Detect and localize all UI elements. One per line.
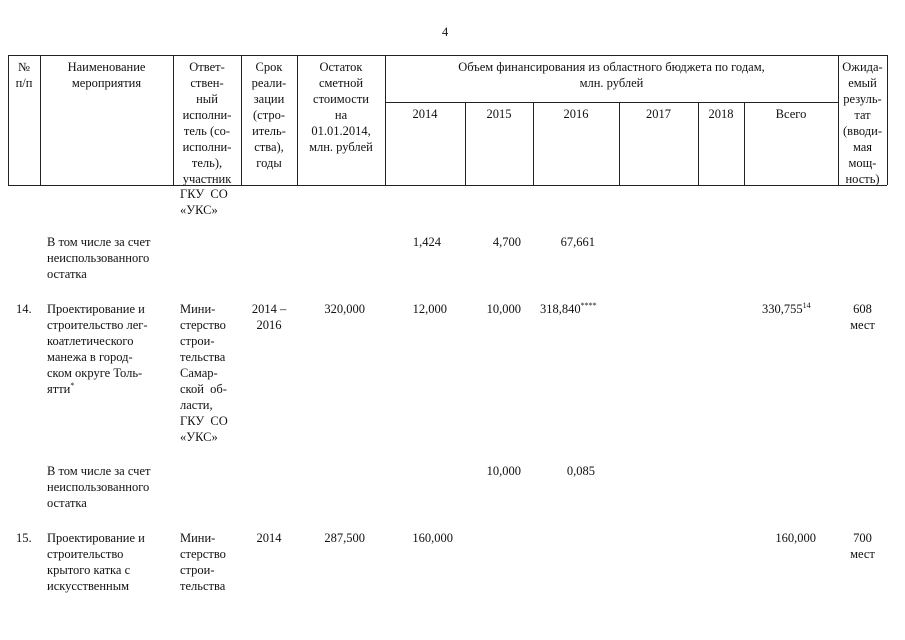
header-year-2014: 2014 <box>412 107 438 121</box>
cell-total: 330,755$^{14}$ <box>762 301 811 316</box>
cell-2015: 10,000 <box>486 464 521 478</box>
page-number: 4 <box>442 25 449 39</box>
row-result: 700 мест <box>850 531 875 561</box>
row-executor: Мини- стерство строи- тельства <box>180 531 226 593</box>
header-year-2016: 2016 <box>563 107 589 121</box>
header-col-executor: Ответ- ствен- ный исполни- тель (со- исполни- тель), участник <box>182 60 232 186</box>
header-col-name: Наименование мероприятия <box>67 60 146 90</box>
col-border <box>887 55 888 185</box>
row-period: 2014 <box>256 531 282 545</box>
row-unused-balance-name: В том числе за счет неиспользованного остатка <box>47 464 151 510</box>
header-col-funding: Объем финансирования из областного бюджета по годам, млн. рублей <box>458 60 765 90</box>
footnote-mark: * <box>70 381 75 390</box>
row-number: 15. <box>16 531 32 545</box>
cell-2014: 12,000 <box>412 302 447 316</box>
cell-total: 160,000 <box>775 531 816 545</box>
cell-2016: 0,085 <box>566 464 595 478</box>
header-year-2017: 2017 <box>646 107 671 121</box>
cell-2014: 1,424 <box>412 235 441 249</box>
footnote-mark: 14 <box>802 301 811 310</box>
executor-continuation: ГКУ СО «УКС» <box>180 187 228 217</box>
header-col-num: № п/п <box>15 60 33 90</box>
header-total: Всего <box>775 107 807 121</box>
header-year-2015: 2015 <box>486 107 512 121</box>
cell-2015: 10,000 <box>486 302 521 316</box>
header-bottom-border <box>8 185 887 186</box>
row-number: 14. <box>16 302 32 316</box>
row-unused-balance-name: В том числе за счет неиспользованного остатка <box>47 235 151 281</box>
header-col-balance: Остаток сметной стоимости на 01.01.2014, млн. рублей <box>309 60 373 154</box>
row-name: Проектирование и строительство крытого катка с искусственным <box>47 531 145 593</box>
cell-2016: 67,661 <box>560 235 595 249</box>
row-executor: Мини- стерство строи- тельства Самар- ской об- ласти, ГКУ СО «УКС» <box>180 302 228 444</box>
row-result: 608 мест <box>850 302 875 332</box>
header-col-period: Срок реали- зации (стро- итель- ства), годы <box>251 60 287 170</box>
years-divider-line <box>385 102 838 103</box>
footnote-mark: **** <box>580 301 597 310</box>
header-col-result: Ожида- емый резуль- тат (вводи- мая мощ- ность) <box>842 60 883 186</box>
row-period: 2014 – 2016 <box>251 302 287 332</box>
cell-2015: 4,700 <box>492 235 521 249</box>
row-balance: 287,500 <box>324 531 365 545</box>
header-year-2018: 2018 <box>708 107 734 121</box>
cell-2014: 160,000 <box>412 531 453 545</box>
row-balance: 320,000 <box>324 302 365 316</box>
cell-2016: 318,840**** <box>540 301 597 316</box>
row-name: Проектирование и строительство лег- коатлетического манежа в город- ском округе Толь- ятти* <box>47 302 148 396</box>
table-top-border <box>8 55 887 56</box>
